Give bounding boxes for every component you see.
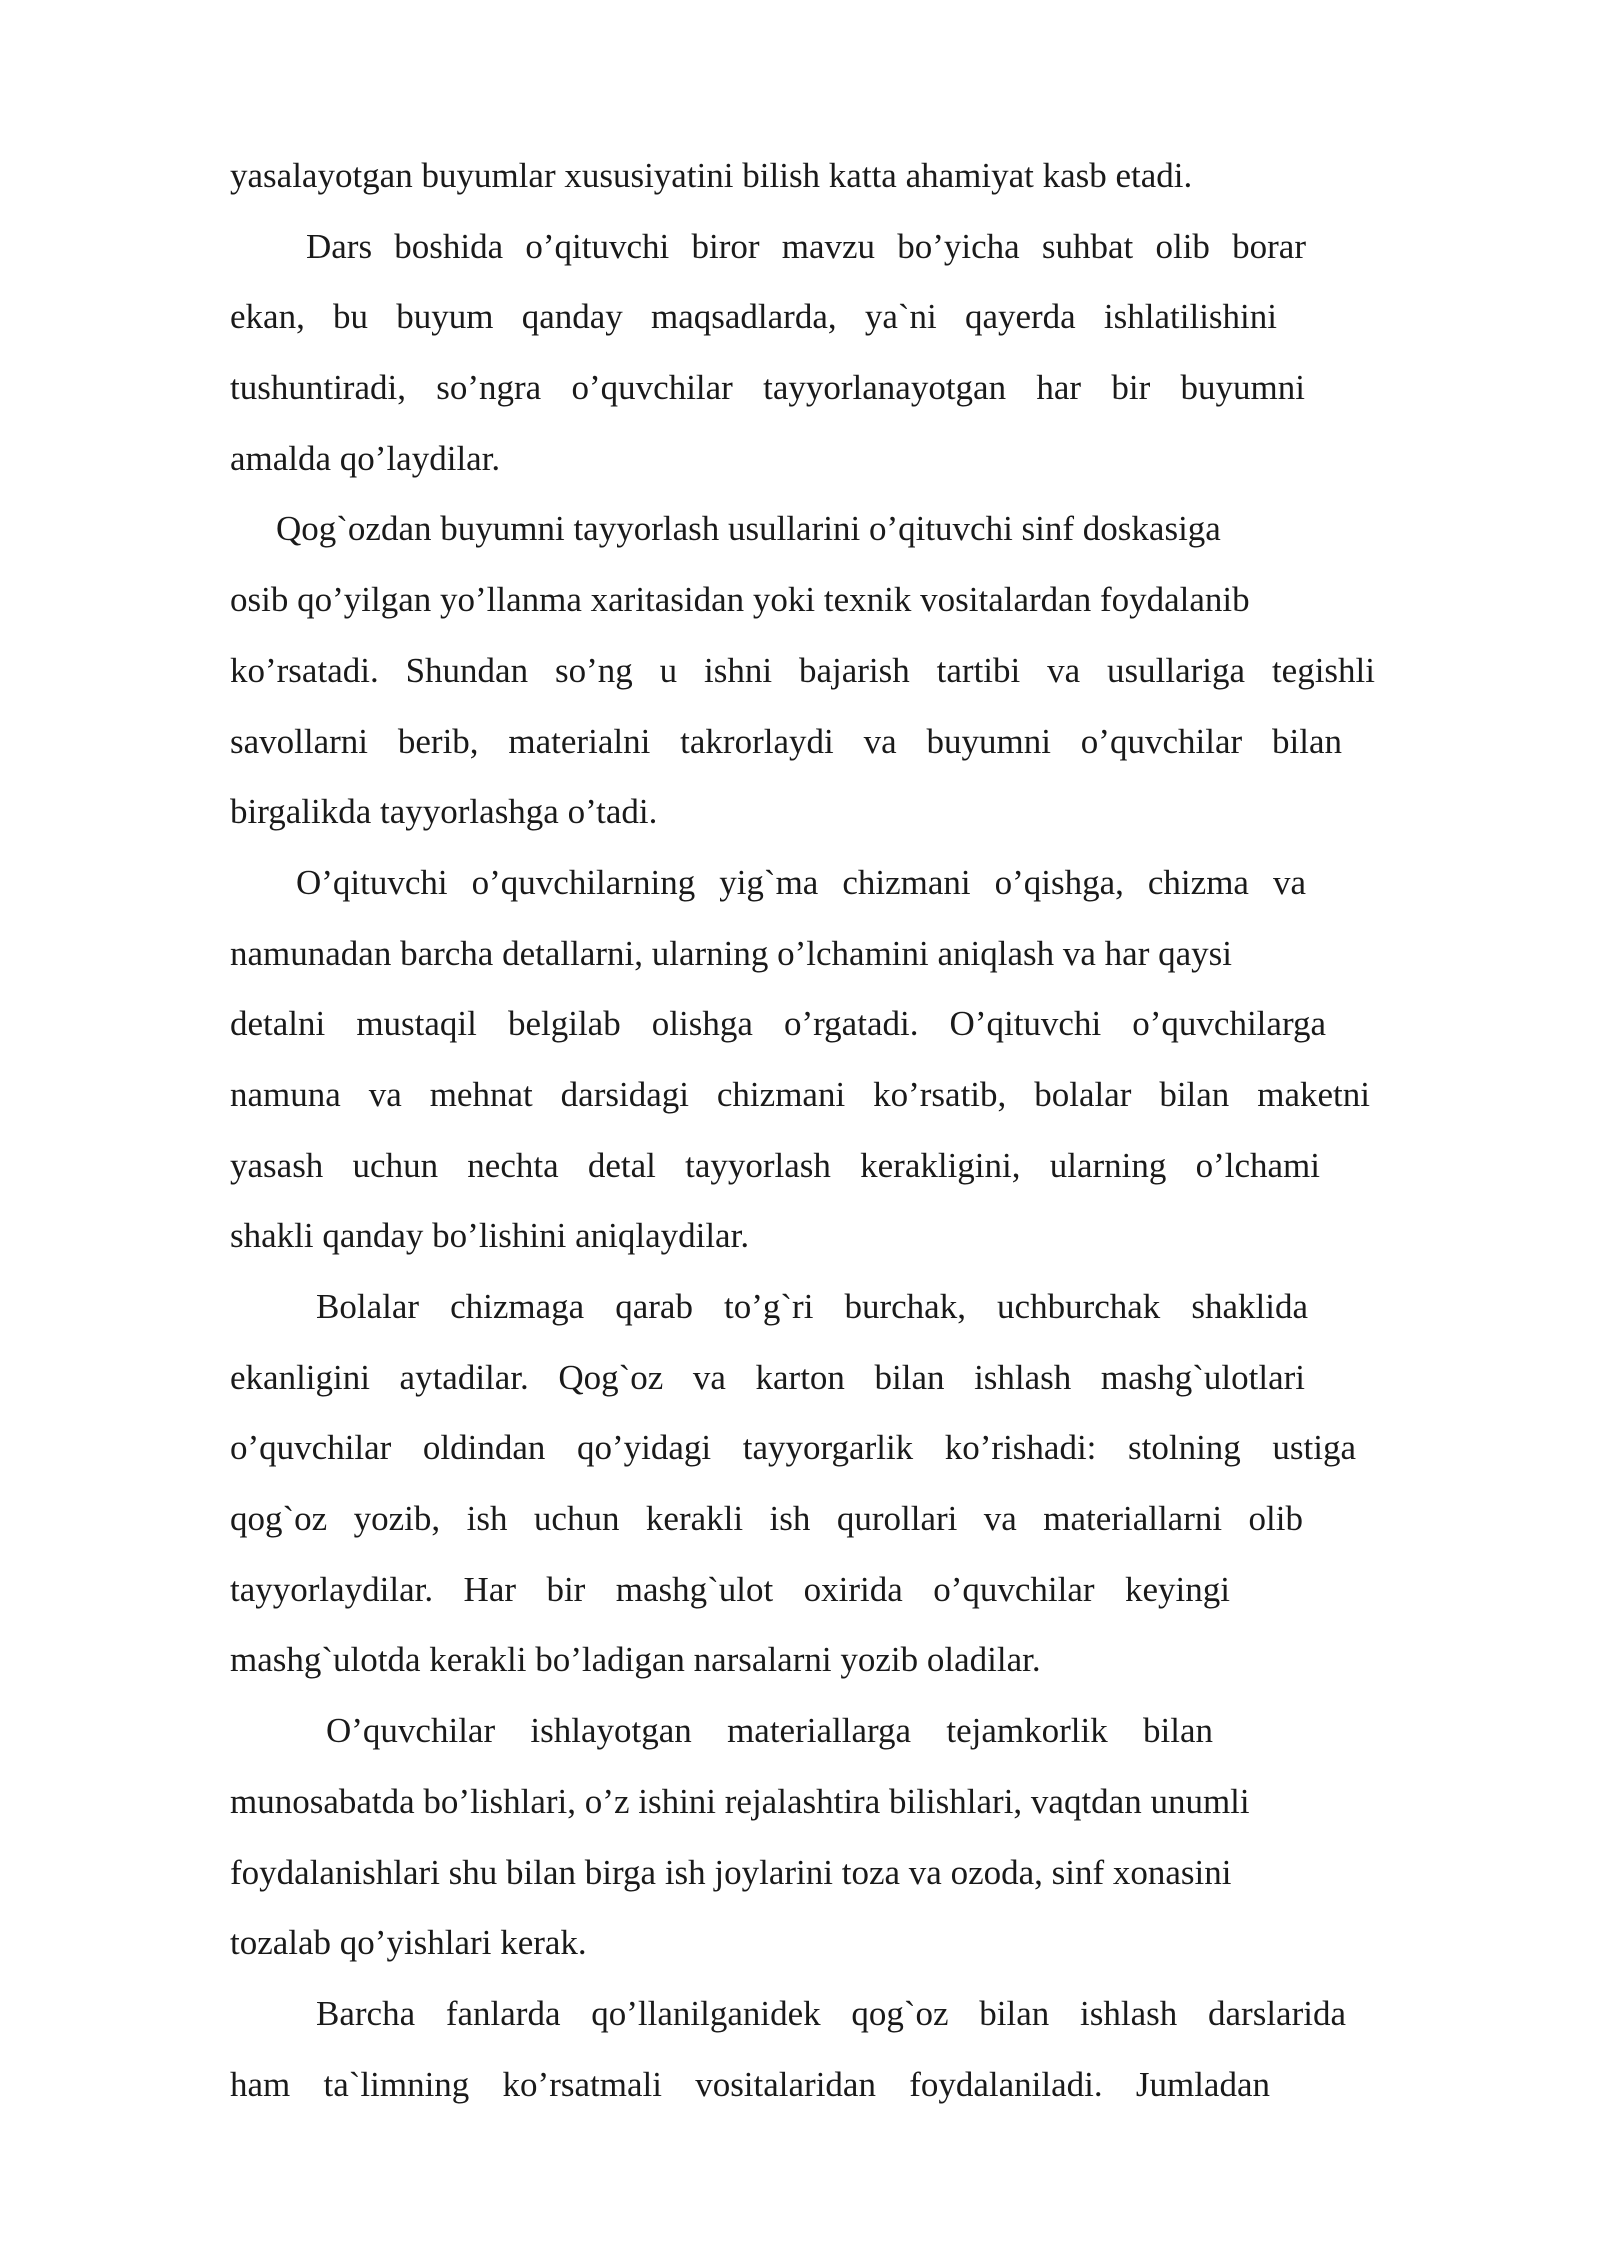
text-line: detalni mustaqil belgilab olishga o’rgatadi. O’qituvchi o’quvchilarga — [230, 1004, 1326, 1044]
text-line: shakli qanday bo’lishini aniqlaydilar. — [230, 1216, 750, 1256]
text-line: O’qituvchi o’quvchilarning yig`ma chizmani o’qishga, chizma va — [296, 862, 1306, 902]
text-line: ekanligini aytadilar. Qog`oz va karton bilan ishlash mashg`ulotlari — [230, 1357, 1305, 1397]
text-line: Qog`ozdan buyumni tayyorlash usullarini o’qituvchi sinf doskasiga — [276, 509, 1221, 549]
text-line: namuna va mehnat darsidagi chizmani ko’rsatib, bolalar bilan maketni — [230, 1074, 1370, 1114]
text-line: Barcha fanlarda qo’llanilganidek qog`oz bilan ishlash darslarida — [316, 1993, 1346, 2033]
text-line: birgalikda tayyorlashga o’tadi. — [230, 792, 658, 832]
text-line: ekan, bu buyum qanday maqsadlarda, ya`ni qayerda ishlatilishini — [230, 297, 1277, 337]
text-line: mashg`ulotda kerakli bo’ladigan narsalarni yozib oladilar. — [230, 1640, 1041, 1680]
text-line: foydalanishlari shu bilan birga ish joylarini toza va ozoda, sinf xonasini — [230, 1852, 1232, 1892]
text-line: tozalab qo’yishlari kerak. — [230, 1923, 587, 1963]
text-line: ko’rsatadi. Shundan so’ng u ishni bajarish tartibi va usullariga tegishli — [230, 650, 1375, 690]
text-line: amalda qo’laydilar. — [230, 438, 501, 478]
text-line: Bolalar chizmaga qarab to’g`ri burchak, uchburchak shaklida — [316, 1287, 1308, 1326]
text-line: qog`oz yozib, ish uchun kerakli ish qurollari va materiallarni olib — [230, 1499, 1303, 1539]
text-line: tushuntiradi, so’ngra o’quvchilar tayyorlanayotgan har bir buyumni — [230, 368, 1305, 408]
text-line: osib qo’yilgan yo’llanma xaritasidan yoki texnik vositalardan foydalanib — [230, 580, 1250, 620]
text-line: Dars boshida o’qituvchi biror mavzu bo’yicha suhbat olib borar — [306, 226, 1306, 266]
text-line: namunadan barcha detallarni, ularning o’lchamini aniqlash va har qaysi — [230, 933, 1232, 973]
body-text — [230, 150, 1380, 2129]
text-line: yasash uchun nechta detal tayyorlash kerakligini, ularning o’lchami — [230, 1145, 1320, 1185]
text-line: yasalayotgan buyumlar xususiyatini bilish katta ahamiyat kasb etadi. — [230, 156, 1193, 195]
text-line: O’quvchilar ishlayotgan materiallarga tejamkorlik bilan — [326, 1711, 1213, 1751]
text-line: ham ta`limning ko’rsatmali vositalaridan foydalaniladi. Jumladan — [230, 2064, 1270, 2104]
text-line: savollarni berib, materialni takrorlaydi va buyumni o’quvchilar bilan — [230, 721, 1342, 761]
text-line: munosabatda bo’lishlari, o’z ishini rejalashtira bilishlari, vaqtdan unumli — [230, 1781, 1250, 1821]
text-line: o’quvchilar oldindan qo’yidagi tayyorgarlik ko’rishadi: stolning ustiga — [230, 1428, 1356, 1468]
text-line: tayyorlaydilar. Har bir mashg`ulot oxirida o’quvchilar keyingi — [230, 1569, 1230, 1609]
